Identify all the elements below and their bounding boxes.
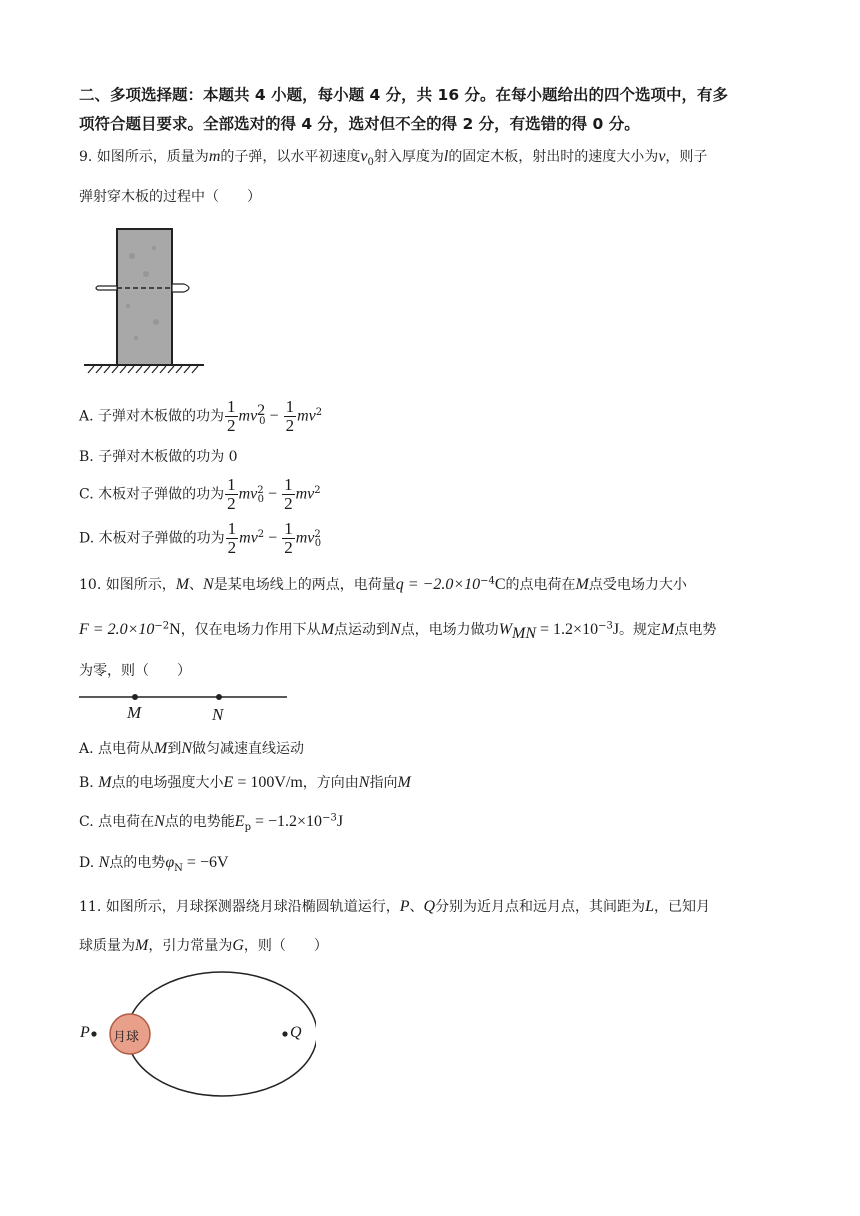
q10-stem-line2: $F = 2.0\times 10^{-2}N$，仅在电场力作用下从M点运动到N点，电场力做功$W_{MN} = 1.2\times 10^{-3}J$。规定M点电势 — [79, 620, 717, 642]
q11-stem-line1: 11. 如图所示，月球探测器绕月球沿椭圆轨道运行，P、Q分别为近月点和远月点，其间距为L，已知月 — [79, 898, 710, 915]
fig-label-m: M — [127, 703, 142, 722]
fig-label-p: P — [80, 1024, 90, 1041]
q9-stem-line1: 9. 如图所示，质量为m的子弹，以水平初速度$v_0$射入厚度为l的固定木板，射出时的速度大小为v，则子 — [79, 148, 708, 168]
q9-stem-line2: 弹射穿木板的过程中（ ） — [79, 189, 261, 205]
section-heading-line1: 二、多项选择题：本题共 4 小题，每小题 4 分，共 16 分。在每小题给出的四个选项中，有多 — [79, 86, 729, 104]
fig-label-q: Q — [290, 1024, 302, 1041]
q10-stem-line3: 为零，则（ ） — [79, 663, 191, 679]
q10-option-b[interactable]: B. M点的电场强度大小E = 100V/m，方向由N指向M — [79, 774, 411, 791]
moon-label: 月球 — [113, 1030, 140, 1045]
q10-option-a[interactable]: A. 点电荷从M到N做匀减速直线运动 — [79, 740, 305, 757]
lunar-orbit-figure — [76, 968, 316, 1098]
field-line-figure — [79, 688, 291, 726]
q9-option-a[interactable]: A. 子弹对木板做的功为 $\frac{1}{2}$ $mv^2_0$ − $\frac{1}{2}$ $mv^2$ — [79, 397, 323, 435]
q9-option-d[interactable]: D. 木板对子弹做的功为 $\frac{1}{2}$ $mv^2$ − $\frac{1}{2}$ $mv^2_0$ — [79, 519, 322, 557]
bullet-board-figure — [84, 226, 208, 374]
q9-option-b[interactable]: B. 子弹对木板做的功为 0 — [79, 449, 238, 465]
q9-option-c[interactable]: C. 木板对子弹做的功为 $\frac{1}{2}$ $mv^2_0$ − $\frac{1}{2}$ $mv^2$ — [79, 475, 321, 513]
q10-stem-line1: 10. 如图所示，M、N是某电场线上的两点，电荷量$q = -2.0\times 10^{-4}C$的点电荷在M点受电场力大小 — [79, 575, 687, 593]
q10-option-d[interactable]: D. N点的电势$\varphi_N = -6V$ — [79, 854, 229, 874]
fig-label-n: N — [212, 705, 224, 724]
q10-option-c[interactable]: C. 点电荷在N点的电势能$E_p = -1.2\times 10^{-3}J$ — [79, 812, 344, 833]
q11-stem-line2: 球质量为M，引力常量为G，则（ ） — [79, 937, 328, 954]
section-heading-line2: 项符合题目要求。全部选对的得 4 分，选对但不全的得 2 分，有选错的得 0 分。 — [79, 115, 640, 133]
